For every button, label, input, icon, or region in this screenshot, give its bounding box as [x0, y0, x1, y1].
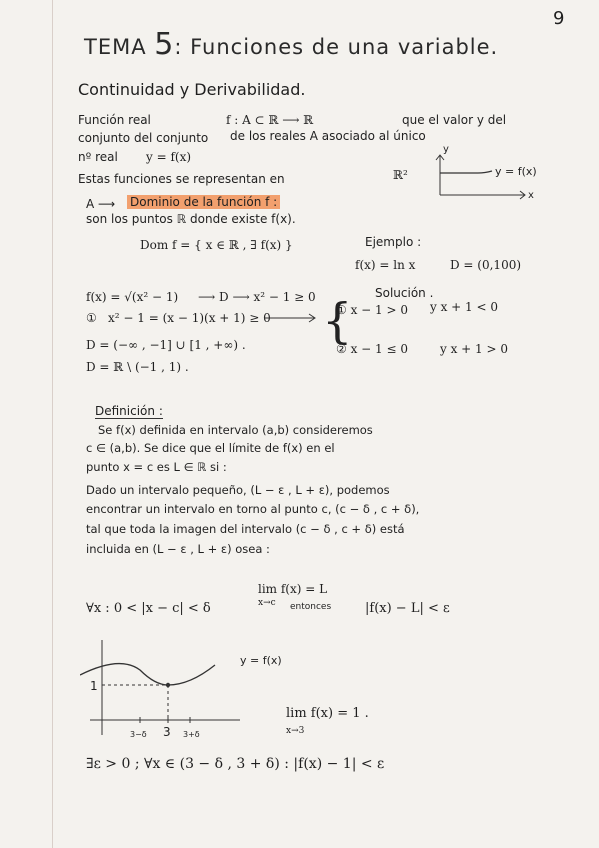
limit-sub: x→c: [258, 598, 276, 608]
limit-lim: lim f(x) = L: [258, 582, 328, 596]
intro-l4a: Estas funciones se representan en: [78, 172, 285, 186]
case2-a: ② x − 1 ≤ 0: [336, 342, 408, 356]
case2-b: y x + 1 > 0: [440, 342, 508, 356]
def-p7: incluida en (L − ε , L + ε) osea :: [86, 542, 270, 556]
title-tema: TEMA: [84, 35, 147, 59]
intro-l2a: conjunto del conjunto: [78, 131, 209, 145]
page-number: 9: [553, 8, 565, 29]
sqrt-l1b: ⟶ D ⟶ x² − 1 ≥ 0: [198, 290, 316, 304]
sqrt-l1a: f(x) = √(x² − 1): [86, 290, 179, 304]
intro-l1a: Función real: [78, 113, 151, 127]
definicion-title: Definición :: [95, 404, 163, 418]
mini-graph-x: x: [528, 190, 534, 201]
case1-a: ① x − 1 > 0: [336, 303, 408, 317]
title-rest: : Funciones de una variable.: [174, 35, 499, 59]
def-p4: Dado un intervalo pequeño, (L − ε , L + ε), podemos: [86, 483, 390, 497]
limit-res: |f(x) − L| < ε: [365, 601, 450, 616]
graph-tick-2: 3: [163, 725, 171, 739]
title-num: 5: [154, 27, 175, 62]
final-statement: ∃ε > 0 ; ∀x ∈ (3 − δ , 3 + δ) : |f(x) − 1| < ε: [86, 756, 385, 772]
ejemplo-dom: D = (0,100): [450, 258, 522, 272]
sqrt-l4: D = ℝ \ (−1 , 1) .: [86, 360, 189, 374]
def-p5: encontrar un intervalo en torno al punto c, (c − δ , c + δ),: [86, 502, 420, 516]
intro-l3b: y = f(x): [146, 150, 192, 164]
intro-l3a: nº real: [78, 150, 118, 164]
lim-example: lim f(x) = 1 .: [286, 706, 369, 721]
sqrt-l2: x² − 1 = (x − 1)(x + 1) ≥ 0: [108, 311, 271, 325]
domain-l3: Dom f = { x ∈ ℝ , ∃ f(x) }: [140, 238, 293, 252]
limit-cond: ∀x : 0 < |x − c| < δ: [86, 601, 211, 616]
domain-highlight: Dominio de la función f :: [127, 195, 280, 209]
implies-arrow: [262, 311, 322, 325]
intro-l1c: que el valor y del: [402, 113, 507, 127]
case1-b: y x + 1 < 0: [430, 300, 498, 314]
domain-l2: son los puntos ℝ donde existe f(x).: [86, 212, 296, 226]
graph-tick-1: 3−δ: [130, 730, 147, 739]
intro-l2b: de los reales A asociado al único: [230, 129, 426, 143]
def-p2: c ∈ (a,b). Se dice que el límite de f(x) en el: [86, 441, 335, 455]
mini-graph-y: y: [443, 144, 449, 155]
lim-example-sub: x→3: [286, 726, 305, 736]
domain-arrow: A ⟶: [86, 197, 116, 211]
graph-fx: y = f(x): [240, 654, 282, 667]
margin-line: [52, 0, 53, 848]
def-p6: tal que toda la imagen del intervalo (c − δ , c + δ) está: [86, 522, 405, 536]
page-title: [84, 27, 499, 62]
intro-l4b: ℝ²: [393, 168, 408, 182]
ejemplo-fn: f(x) = ln x: [355, 258, 416, 272]
page-subtitle: Continuidad y Derivabilidad.: [78, 80, 306, 99]
sqrt-l3: D = (−∞ , −1] ∪ [1 , +∞) .: [86, 338, 246, 352]
sqrt-l2num: ①: [86, 311, 97, 325]
graph-tick-3: 3+δ: [183, 730, 200, 739]
mini-graph-fx: y = f(x): [495, 165, 537, 178]
ejemplo-title: Ejemplo :: [365, 235, 422, 249]
def-p3: punto x = c es L ∈ ℝ si :: [86, 460, 227, 474]
def-p1: Se f(x) definida en intervalo (a,b) consideremos: [98, 423, 373, 437]
limit-entonces: entonces: [290, 602, 332, 612]
graph-ylabel: 1: [90, 679, 98, 693]
sqrt-solucion: Solución .: [375, 286, 434, 300]
intro-l1b: f : A ⊂ ℝ ⟶ ℝ: [226, 113, 314, 127]
case-brace: {: [322, 293, 353, 349]
